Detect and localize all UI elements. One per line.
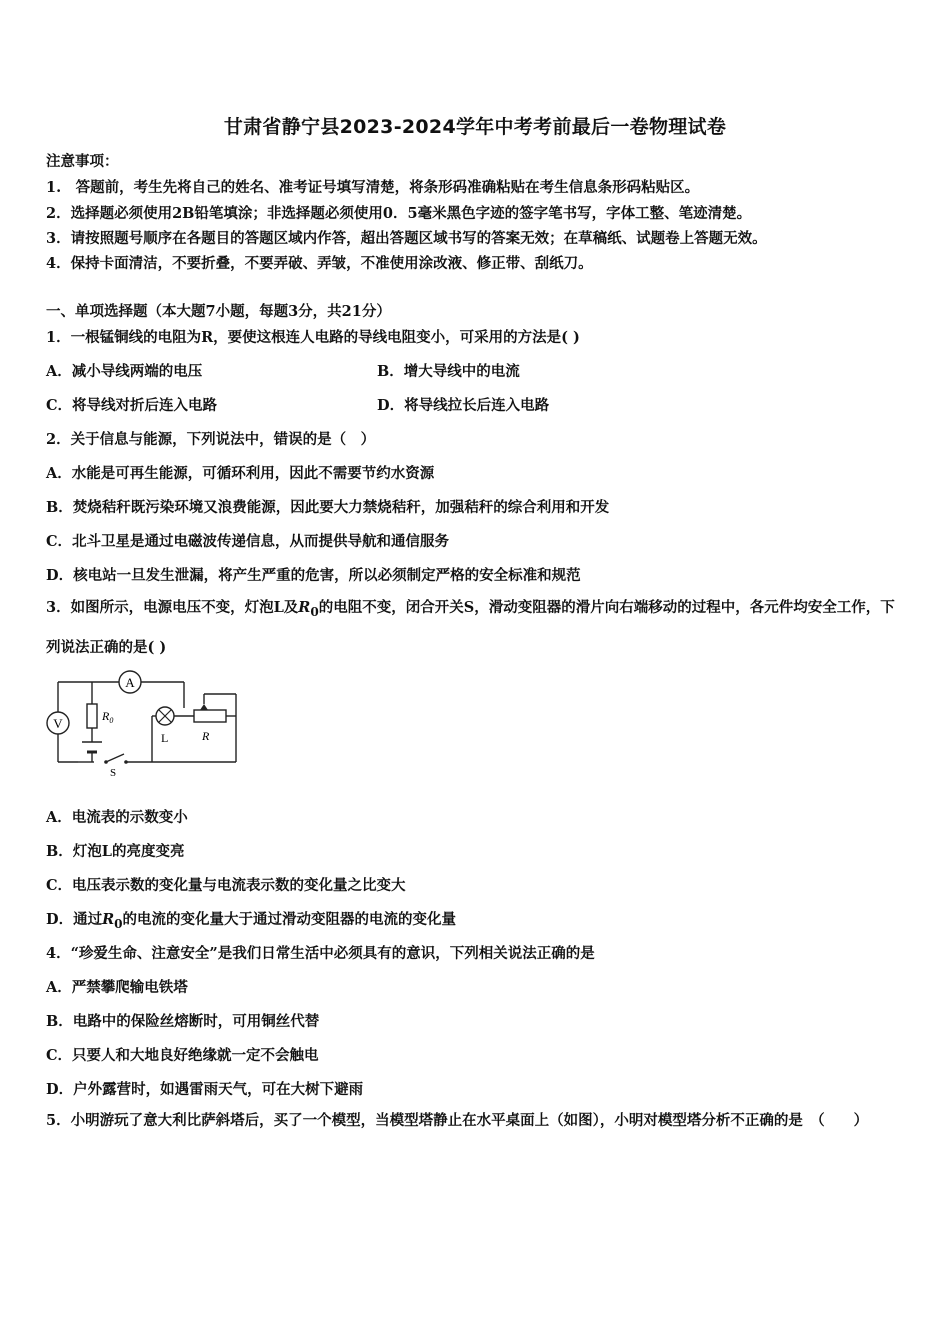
q3-option-d bbox=[46, 908, 456, 931]
resistor-r0-icon bbox=[87, 704, 97, 728]
q2-stem: 2．关于信息与能源，下列说法中，错误的是（ ） bbox=[46, 431, 376, 448]
q4-option-a: A．严禁攀爬输电铁塔 bbox=[46, 979, 188, 996]
resistor-r0-label bbox=[101, 709, 113, 725]
q3-option-d-sub: 0 bbox=[114, 916, 123, 931]
circuit-diagram bbox=[44, 668, 244, 780]
q3-option-a: A．电流表的示数变小 bbox=[46, 809, 188, 826]
q3-stem-part1: 3．如图所示，电源电压不变，灯泡L及 bbox=[46, 599, 299, 616]
q3-option-d-part1: D．通过 bbox=[46, 911, 103, 928]
q3-option-d-r: R bbox=[102, 911, 115, 928]
switch-icon bbox=[104, 760, 108, 764]
rheostat-slider-icon bbox=[200, 704, 208, 710]
battery-icon bbox=[82, 742, 102, 752]
q3-option-b: B．灯泡L的亮度变亮 bbox=[46, 843, 185, 860]
q2-option-c: C．北斗卫星是通过电磁波传递信息，从而提供导航和通信服务 bbox=[46, 533, 450, 550]
q3-option-d-part2: 的电流的变化量大于通过滑动变阻器的电流的变化量 bbox=[122, 911, 457, 928]
q2-option-d: D．核电站一旦发生泄漏，将产生严重的危害，所以必须制定严格的安全标准和规范 bbox=[46, 567, 581, 584]
switch-label: S bbox=[110, 767, 117, 779]
q1-option-c: C．将导线对折后连入电路 bbox=[46, 397, 218, 414]
note-item: 3．请按照题号顺序在各题目的答题区域内作答，超出答题区域书写的答案无效；在草稿纸、试题卷上答题无效。 bbox=[46, 230, 767, 247]
notes-heading: 注意事项： bbox=[46, 153, 119, 170]
q5-stem: 5．小明游玩了意大利比萨斜塔后，买了一个模型，当模型塔静止在水平桌面上（如图），小明对模型塔分析不正确的是 （ ） bbox=[46, 1112, 869, 1129]
voltmeter-label: V bbox=[53, 716, 63, 731]
q4-option-b: B．电路中的保险丝熔断时，可用铜丝代替 bbox=[46, 1013, 320, 1030]
q4-stem: 4．“珍爱生命、注意安全”是我们日常生活中必须具有的意识，下列相关说法正确的是 bbox=[46, 945, 595, 962]
rheostat-icon bbox=[194, 710, 226, 722]
q2-option-a: A．水能是可再生能源，可循环利用，因此不需要节约水资源 bbox=[46, 465, 435, 482]
note-item: 4．保持卡面清洁，不要折叠，不要弄破、弄皱，不准使用涂改液、修正带、刮纸刀。 bbox=[46, 255, 593, 272]
q1-option-a: A．减小导线两端的电压 bbox=[46, 363, 203, 380]
q1-option-b: B．增大导线中的电流 bbox=[377, 363, 520, 380]
q4-option-c: C．只要人和大地良好绝缘就一定不会触电 bbox=[46, 1047, 319, 1064]
q3-stem bbox=[46, 590, 906, 666]
resistor-r0-letter: R bbox=[102, 709, 110, 723]
note-item: 2．选择题必须使用2B铅笔填涂；非选择题必须使用0．5毫米黑色字迹的签字笔书写，字体工整、笔迹清楚。 bbox=[46, 205, 752, 222]
ammeter-label: A bbox=[125, 675, 135, 690]
resistor-r0-sub: 0 bbox=[109, 716, 114, 725]
q2-option-b: B．焚烧秸秆既污染环境又浪费能源，因此要大力禁烧秸秆，加强秸秆的综合利用和开发 bbox=[46, 499, 610, 516]
section-heading: 一、单项选择题（本大题7小题，每题3分，共21分） bbox=[46, 303, 391, 320]
lamp-label: L bbox=[161, 731, 169, 745]
q4-option-d: D．户外露营时，如遇雷雨天气，可在大树下避雨 bbox=[46, 1081, 364, 1098]
rheostat-label: R bbox=[202, 729, 210, 743]
q1-option-d: D．将导线拉长后连入电路 bbox=[377, 397, 550, 414]
q3-r0-subscript: 0 bbox=[310, 604, 319, 619]
q3-stem-part2: 的电阻不变，闭合开关S，滑动变阻器的滑片向右端移动的过程中，各元件均安全工作，下列说法正确的是( ) bbox=[46, 599, 895, 656]
page-title: 甘肃省静宁县2023-2024学年中考考前最后一卷物理试卷 bbox=[223, 116, 727, 138]
q3-option-c: C．电压表示数的变化量与电流表示数的变化量之比变大 bbox=[46, 877, 406, 894]
note-item: 1. 答题前，考生先将自己的姓名、准考证号填写清楚，将条形码准确粘贴在考生信息条形码粘贴区。 bbox=[46, 179, 700, 196]
q3-r0-symbol: R bbox=[298, 599, 311, 616]
q1-stem: 1．一根锰铜线的电阻为R，要使这根连人电路的导线电阻变小，可采用的方法是( ) bbox=[46, 329, 580, 346]
